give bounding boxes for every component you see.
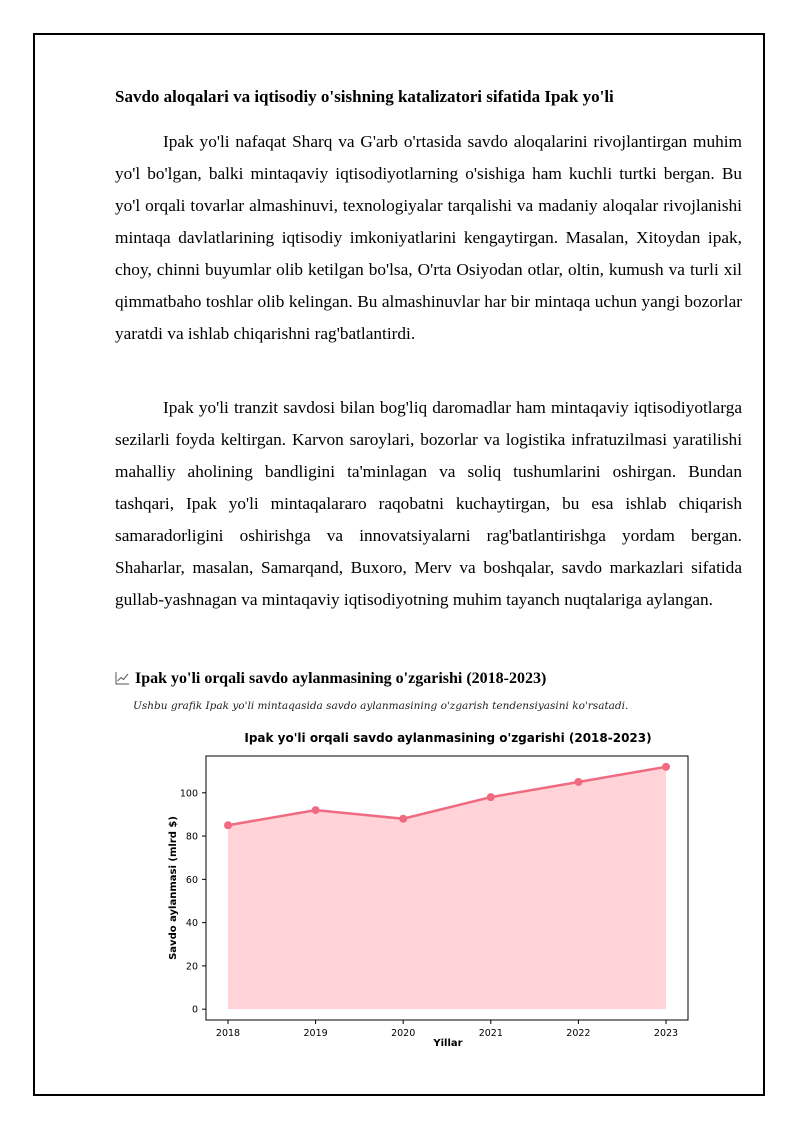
x-tick-label: 2019 bbox=[303, 1028, 328, 1039]
paragraph-2: Ipak yo'li tranzit savdosi bilan bog'liq daromadlar ham mintaqaviy iqtisodiyotlarga sezilarli foyda keltirgan. Karvon saroylari, bozorlar va logistika infratuzilmasi yaratilishi mahalliy aholining bandligini ta'minlagan va soliq tushumlarini oshirgan. Bundan tashqari, Ipak yo'li mintaqalararo raqobatni kuchaytirgan, bu esa ishlab chiqarish samaradorligini oshirishga va innovatsiyalarni rag'batlantirishga yordam bergan. Shaharlar, masalan, Samarqand, Buxoro, Merv va boshqalar, savdo markazlari sifatida gullab-yashnagan va mintaqaviy iqtisodiyotning muhim tayanch nuqtalariga aylangan. bbox=[115, 398, 742, 609]
chart-svg bbox=[160, 724, 700, 1054]
y-tick-label: 40 bbox=[185, 918, 198, 930]
data-point bbox=[574, 778, 582, 786]
x-axis-label: Yillar bbox=[433, 1038, 463, 1049]
paragraph-1: Ipak yo'li nafaqat Sharq va G'arb o'rtasida savdo aloqalarini rivojlantirgan muhim yo'l bo'lgan, balki mintaqaviy iqtisodiyotlarning o'sishiga ham kuchli turtki bergan. Bu yo'l orqali tovarlar almashinuvi, texnologiyalar tarqalishi va madaniy aloqalar rivojlanishi mintaqa davlatlarining iqtisodiy imkoniyatlarini kengaytirgan. Masalan, Xitoydan ipak, choy, chinni buyumlar olib ketilgan bo'lsa, O'rta Osiyodan otlar, oltin, kumush va turli xil qimmatbaho toshlar olib kelingan. Bu almashinuvlar har bir mintaqa uchun yangi bozorlar yaratdi va ishlab chiqarishni rag'batlantirdi. bbox=[115, 132, 742, 343]
y-tick-label: 80 bbox=[185, 831, 198, 843]
data-point bbox=[224, 821, 232, 829]
figure-title-text: Ipak yo'li orqali savdo aylanmasining o'zgarishi (2018-2023) bbox=[135, 670, 547, 687]
trade-turnover-chart bbox=[160, 724, 700, 1054]
figure-caption: Ushbu grafik Ipak yo'li mintaqasida savdo aylanmasining o'zgarish tendensiyasini ko'rsatadi. bbox=[133, 700, 629, 712]
data-point bbox=[399, 815, 407, 823]
figure-title bbox=[115, 670, 755, 690]
x-tick-label: 2020 bbox=[391, 1028, 416, 1039]
area-fill bbox=[228, 767, 666, 1009]
x-tick-label: 2023 bbox=[653, 1028, 679, 1039]
y-axis-label: Savdo aylanmasi (mlrd $) bbox=[168, 816, 179, 960]
data-point bbox=[662, 763, 670, 771]
section-heading: Savdo aloqalari va iqtisodiy o'sishning katalizatori sifatida Ipak yo'li bbox=[115, 87, 614, 106]
y-tick-label: 20 bbox=[185, 961, 198, 973]
data-point bbox=[487, 793, 495, 801]
chart-title: Ipak yo'li orqali savdo aylanmasining o'zgarishi (2018-2023) bbox=[244, 731, 652, 745]
x-tick-label: 2021 bbox=[478, 1028, 503, 1039]
y-tick-label: 100 bbox=[179, 788, 198, 800]
x-tick-label: 2022 bbox=[566, 1028, 591, 1039]
data-point bbox=[312, 806, 320, 814]
x-tick-label: 2018 bbox=[215, 1028, 241, 1039]
y-tick-label: 60 bbox=[185, 874, 198, 886]
chart-increasing-icon bbox=[115, 671, 131, 690]
y-tick-label: 0 bbox=[191, 1004, 198, 1016]
